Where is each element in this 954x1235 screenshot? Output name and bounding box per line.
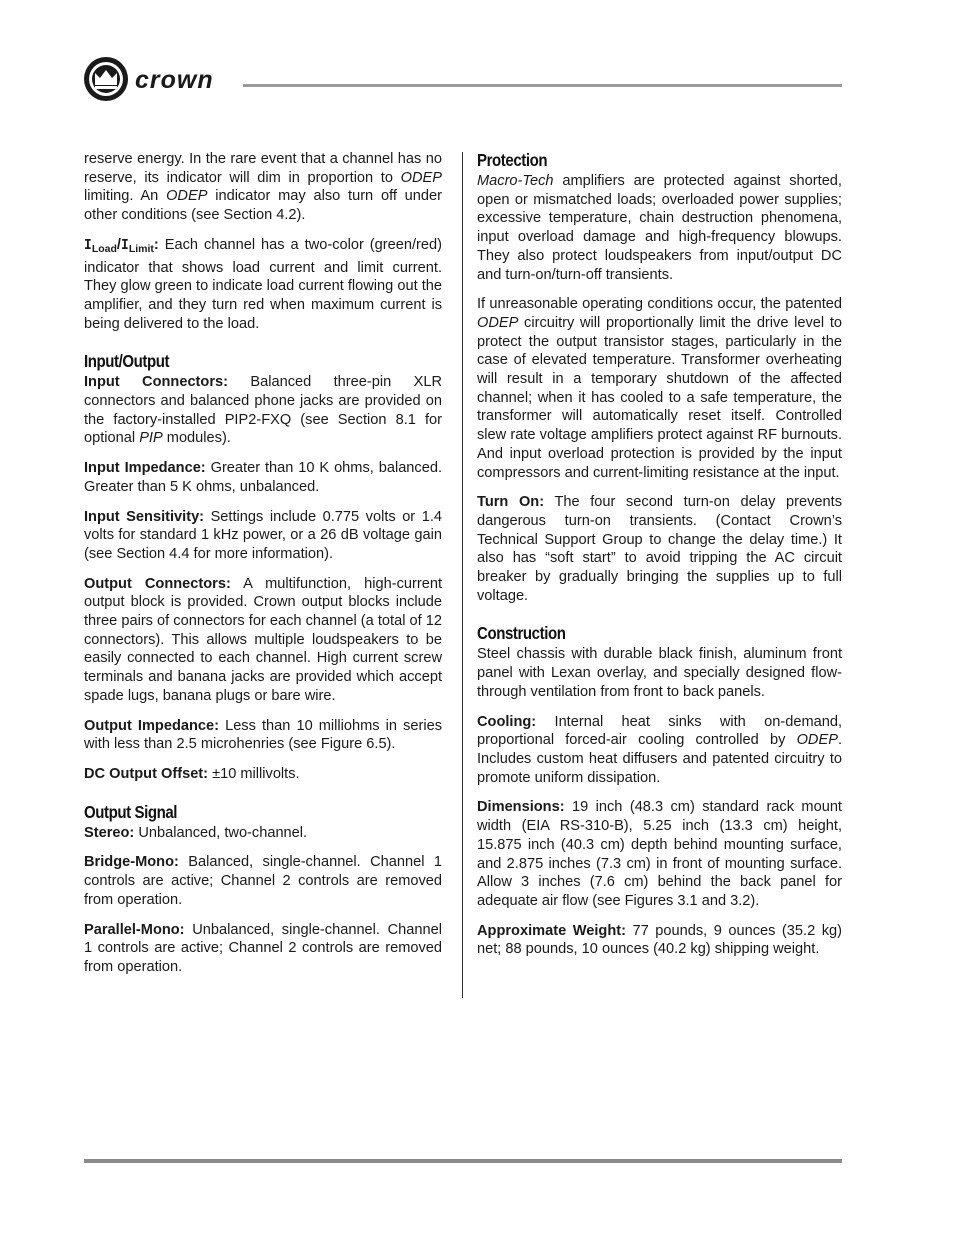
crown-logo — [80, 55, 240, 103]
protection-paragraph: Macro-Tech amplifiers are protected against shorted, open or mismatched loads; overloaded power supplies; excessive temperature, chain destruction phenomena, input overload damage and high-frequency blowups. They also protect loudspeakers from input/output DC and turn-on/turn-off transients. — [477, 173, 842, 283]
output-connectors-paragraph: Output Connectors: A multifunction, high-current output block is provided. Crown output blocks include three pairs of connectors for each channel (a total of 12 connectors). This allows multiple loudspeakers to be easily connected to each channel. High current screw terminals and banana jacks are provided which accept spade lugs, banana plugs or bare wire. — [84, 575, 442, 704]
dc-output-offset-paragraph: DC Output Offset: ±10 millivolts. — [84, 765, 300, 782]
construction-paragraph: Steel chassis with durable black finish, aluminum front panel with Lexan overlay, and specially designed flow-through ventilation from front to back panels. — [477, 646, 842, 700]
input-impedance-paragraph: Input Impedance: Greater than 10 K ohms, balanced. Greater than 5 K ohms, unbalanced. — [84, 460, 443, 495]
output-impedance-paragraph: Output Impedance: Less than 10 milliohms in series with less than 2.5 microhenries (see Figure 6.5). — [84, 717, 443, 753]
column-divider — [462, 152, 463, 998]
cooling-paragraph: Cooling: Internal heat sinks with on-demand, proportional forced-air cooling controlled by ODEP. Includes custom heat diffusers and patented circuitry to promote uniform dissipation. — [477, 713, 843, 786]
crown-emblem-icon — [80, 55, 240, 103]
output-signal-heading: Output Signal — [84, 801, 178, 822]
input-sensitivity-paragraph: Input Sensitivity: Settings include 0.775 volts or 1.4 volts for standard 1 kHz power, or a 26 dB voltage gain (see Section 4.4 for more information). — [84, 508, 442, 562]
stereo-paragraph: Stereo: Unbalanced, two-channel. — [84, 824, 308, 841]
header-rule — [243, 84, 842, 87]
parallel-mono-paragraph: Parallel-Mono: Unbalanced, single-channel. Channel 1 controls are active; Channel 2 controls are removed from operation. — [84, 921, 442, 975]
input-output-heading: Input/Output — [84, 351, 170, 372]
dimensions-paragraph: Dimensions: 19 inch (48.3 cm) standard rack mount width (EIA RS-310-B), 5.25 inch (13.3 cm) height, 15.875 inch (40.3 cm) depth behind mounting surface, and 2.875 inches (7.3 cm) in front of mounting surface. Allow 3 inches (7.6 cm) behind the back panel for adequate air flow (see Figures 3.1 and 3.2). — [477, 799, 842, 909]
left-column — [84, 150, 442, 988]
turn-on-paragraph: Turn On: The four second turn-on delay prevents dangerous turn-on transients. (Contact Crown’s Technical Support Group to change the delay time.) It also has “soft start” to avoid tripping the AC circuit breaker by gradually bringing the supplies up to full voltage. — [477, 494, 842, 604]
weight-paragraph: Approximate Weight: 77 pounds, 9 ounces (35.2 kg) net; 88 pounds, 10 ounces (40.2 kg) shipping weight. — [477, 922, 842, 958]
bridge-mono-paragraph: Bridge-Mono: Balanced, single-channel. Channel 1 controls are active; Channel 2 controls are removed from operation. — [84, 854, 442, 908]
footer-rule — [84, 1159, 842, 1163]
ilimit-symbol: I — [120, 237, 129, 253]
protection-heading: Protection — [477, 150, 548, 170]
right-column — [477, 150, 842, 970]
iload-ilimit-paragraph: $I_{Load}/I_{Limit}$: Each channel has a two-color (green/red) indicator that shows load current and limit current. They glow green to indicate load current flowing out the amplifier, and they turn red when maximum current is being delivered to the load. — [84, 236, 442, 332]
brand-wordmark: crown — [135, 66, 214, 94]
reserve-paragraph: reserve energy. In the rare event that a channel has no reserve, its indicator will dim in proportion to ODEP limiting. An ODEP indicator may also turn off under other conditions (see Section 4.2). — [84, 151, 443, 224]
iload-symbol: I — [84, 237, 92, 253]
input-connectors-paragraph: Input Connectors: Balanced three-pin XLR connectors and balanced phone jacks are provided on the factory-installed PIP2-FXQ (see Section 8.1 for optional PIP modules). — [84, 374, 442, 447]
unreasonable-conditions-paragraph: If unreasonable operating conditions occur, the patented ODEP circuitry will proportionally limit the drive level to protect the output transistor stages, particularly in the case of elevated temperature. Transformer overheating will result in a temporary shutdown of the affected channel; when it has cooled to a safe temperature, the transformer will automatically reset itself. Controlled slew rate voltage amplifiers protect against RF burnouts. And input overload protection is provided by the input compressors and current-limiting resistance at the input. — [477, 296, 842, 481]
construction-heading: Construction — [477, 623, 566, 644]
